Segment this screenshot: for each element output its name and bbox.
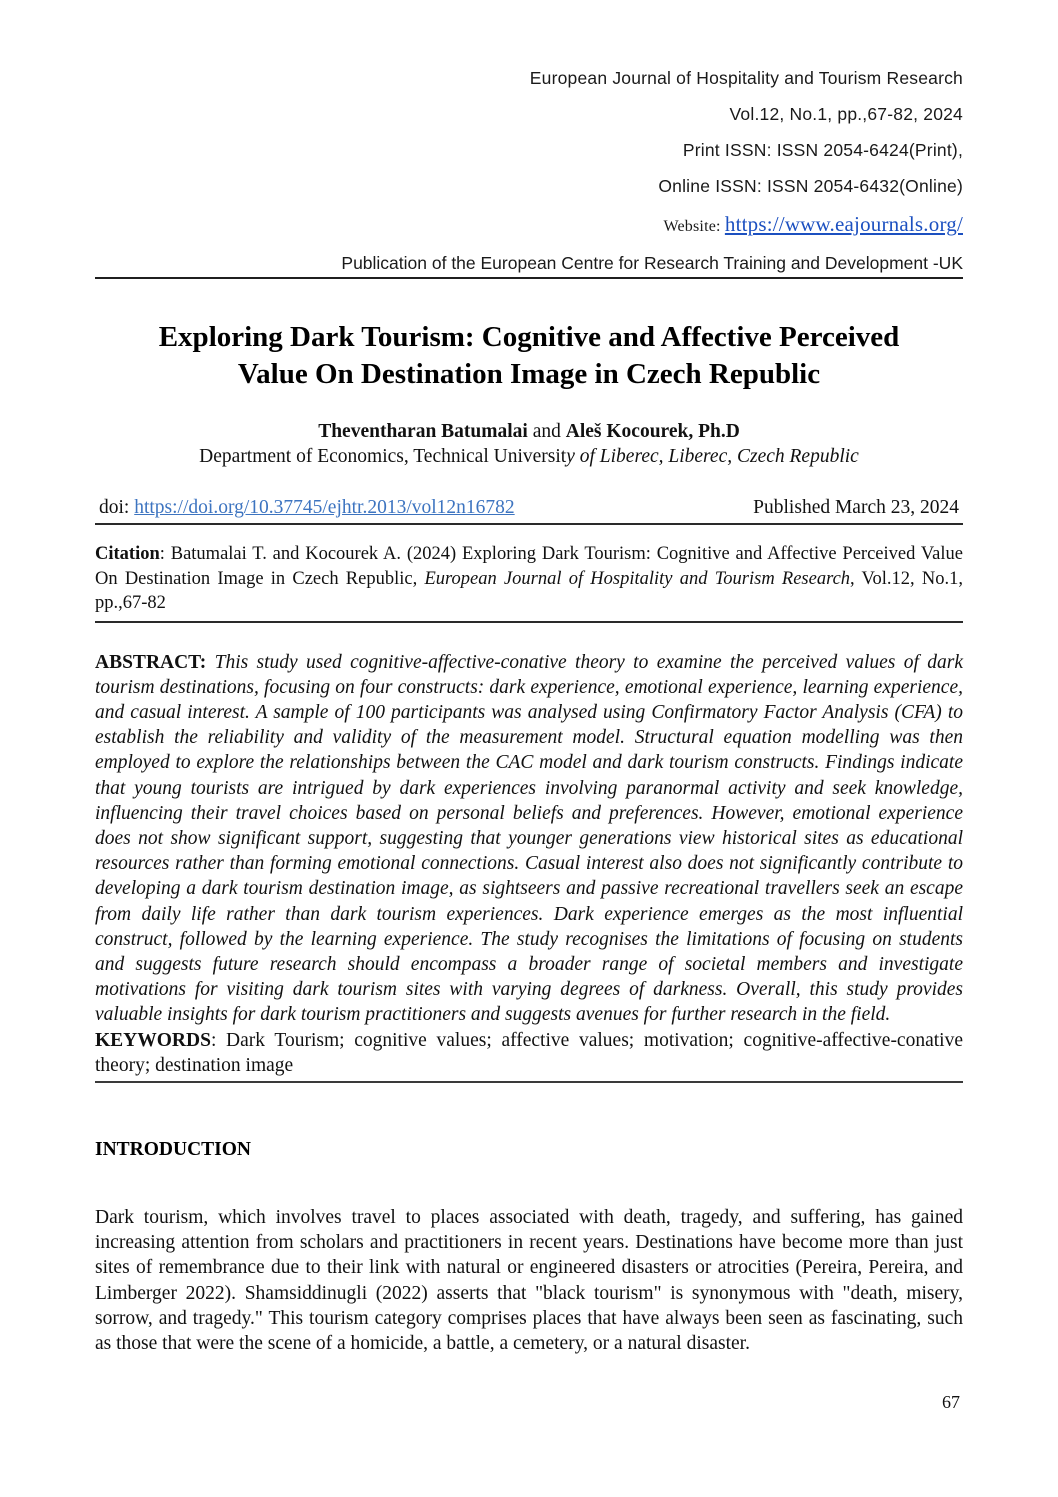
keywords-label: KEYWORDS: [95, 1029, 211, 1051]
citation-text-1: : Batumalai T. and Kocourek A. (2024) Exploring Dark Tourism: Cognitive and Affective Perceived Value On Destination Image in Czech Republic,: [95, 544, 963, 589]
author-2: Aleš Kocourek, Ph.D: [565, 421, 740, 442]
citation-journal-name: European Journal of Hospitality and Tourism Research: [424, 568, 851, 589]
journal-header: [95, 60, 963, 279]
citation-text-2: , Vol.12, No.1, pp.,67-82: [95, 568, 963, 613]
affiliation-regular: Department of Economics, Technical Universit: [199, 446, 567, 467]
page-number: 67: [942, 1392, 960, 1412]
website-label: Website:: [663, 218, 721, 235]
print-issn: Print ISSN: ISSN 2054-6424(Print),: [682, 140, 963, 160]
keywords-text: : Dark Tourism; cognitive values; affective values; motivation; cognitive-affective-conative theory; destination image: [95, 1029, 963, 1076]
journal-name: European Journal of Hospitality and Tourism Research: [529, 68, 963, 88]
website-line: [95, 204, 963, 247]
website-link[interactable]: https://www.eajournals.org/: [724, 212, 963, 236]
doi-cell: [99, 495, 515, 521]
citation-block: [95, 542, 963, 623]
doi-row: [95, 495, 963, 525]
authors-line: [95, 420, 963, 444]
abstract-block: [95, 650, 963, 1028]
citation-label: Citation: [95, 544, 160, 564]
affiliation-italic: y of Liberec, Liberec, Czech Republic: [566, 446, 859, 467]
authors-connector: and: [532, 421, 561, 442]
section-heading-introduction: INTRODUCTION: [95, 1138, 252, 1160]
introduction-paragraph: Dark tourism, which involves travel to places associated with death, tragedy, and suffering, has gained increasing attention from scholars and practitioners in recent years. Destinations have become more than just sites of remembrance due to their link with natural or engineered disasters or atrocities (Pereira, Pereira, and Limberger 2022). Shamsiddinugli (2022) asserts that "black tourism" is synonymous with "death, misery, sorrow, and tragedy." This tourism category comprises places that have always been seen as fascinating, such as those that were the scene of a homicide, a battle, a cemetery, or a natural disaster.: [95, 1206, 963, 1354]
paper-title-line1: Exploring Dark Tourism: Cognitive and Affective Perceived: [158, 321, 900, 353]
paper-title: [95, 319, 963, 393]
abstract-text: This study used cognitive-affective-conative theory to examine the perceived values of dark tourism destinations, focusing on four constructs: dark experience, emotional experience, learning experience, and casual interest. A sample of 100 participants was analysed using Confirmatory Factor Analysis (CFA) to establish the reliability and validity of the measurement model. Structural equation modelling was then employed to explore the relationships between the CAC model and dark tourism constructs. Findings indicate that young tourists are intrigued by dark experiences involving paranormal activity and seek knowledge, influencing their travel choices based on personal beliefs and preferences. However, emotional experience does not show significant support, suggesting that younger generations view historical sites as educational resources rather than forming emotional connections. Casual interest also does not significantly contribute to developing a dark tourism destination image, as sightseers and passive recreational travellers seek an escape from daily life rather than dark tourism experiences. Dark experience emerges as the most influential construct, followed by the learning experience. The study recognises the limitations of focusing on students and suggests future research should encompass a broader range of societal members and investigate motivations for visiting dark tourism sites with varying degrees of darkness. Overall, this study provides valuable insights for dark tourism practitioners and suggests avenues for further research in the field.: [95, 651, 963, 1026]
doi-link[interactable]: https://doi.org/10.37745/ejhtr.2013/vol12n16782: [134, 497, 515, 518]
doi-label: doi:: [99, 497, 130, 518]
volume-info: Vol.12, No.1, pp.,67-82, 2024: [729, 104, 963, 124]
publication-line: Publication of the European Centre for Research Training and Development -UK: [95, 251, 963, 279]
online-issn: Online ISSN: ISSN 2054-6432(Online): [658, 176, 963, 196]
published-date: Published March 23, 2024: [753, 497, 959, 518]
paper-title-line2: Value On Destination Image in Czech Republic: [237, 358, 821, 390]
abstract-label: ABSTRACT:: [95, 651, 207, 673]
keywords-block: [95, 1028, 963, 1083]
affiliation-line: [95, 444, 963, 470]
author-1: Theventharan Batumalai: [318, 421, 528, 442]
